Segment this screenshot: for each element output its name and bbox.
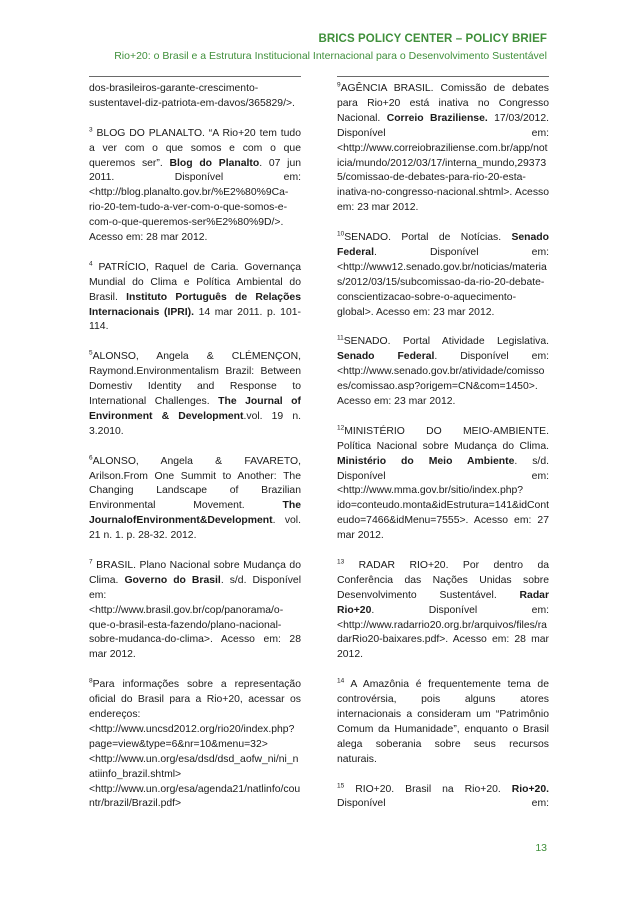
footnote-number: 8 [89, 677, 93, 685]
footnote-number: 10 [337, 230, 345, 238]
footnote-number: 7 [89, 558, 93, 566]
footnote-rule-left [89, 76, 301, 77]
footnote-3: $^3$ BLOG DO PLANALTO. “A Rio+20 tem tudo a ver com o que somos e com o que queremos ser”. Blog do Planalto. 07 jun 2011. Disponível em: <http://blog.planalto.gov.br/%E2%80%9Ca-rio-20-tem-tudo-a-ver-com-o-que-somos-e-com-o-que-queremos-ser%E2%80%9D/>. Acesso em: 28 mar 2012. [89, 126, 301, 244]
footnote-8: $^8$Para informações sobre a representação oficial do Brasil para a Rio+20, acessar os endereços: <http://www.uncsd2012.org/rio20/index.php?page=view&type=6&nr=10&menu=32> <http://www.un.org/esa/dsd/dsd_aofw_ni/ni_natiinfo_brazil.shtml> <http://www.un.org/esa/agenda21/natlinfo/countr/brazil/Brazil.pdf> [89, 677, 301, 810]
footnote-number: 13 [337, 558, 345, 566]
footnote-number: 12 [337, 424, 345, 432]
footnote-7: $^7$ BRASIL. Plano Nacional sobre Mudança do Clima. Governo do Brasil. s/d. Disponível em: <http://www.brasil.gov.br/cop/panorama/o-que-o-brasil-esta-fazendo/plano-nacional-sobre-mudanca-do-clima>. Acesso em: 28 mar 2012. [89, 558, 301, 661]
footnote-13: $^{13}$ RADAR RIO+20. Por dentro da Conferência das Nações Unidas sobre Desenvolvimento Sustentável. Radar Rio+20. Disponível em: <http://www.radarrio20.org.br/arquivos/files/radarRio20-baixares.pdf>. Acesso em: 28 mar 2012. [337, 558, 549, 661]
footnote-rule-right [337, 76, 549, 77]
footnote-6: $^6$ALONSO, Angela & FAVARETO, Arilson.From One Summit to Another: The Changing Landscape of Brazilian Environmental Movement. The JournalofEnvironment&Development. vol. 21 n. 1. p. 28-32. 2012. [89, 454, 301, 542]
page-number: 13 [535, 842, 547, 854]
footnote-number: 3 [89, 126, 93, 134]
footnote-number: 11 [337, 334, 344, 342]
footnotes-right-column [337, 82, 549, 827]
footnote-number: 4 [89, 260, 93, 268]
footnote-number: 14 [337, 677, 345, 685]
footnote-number: 6 [89, 454, 93, 462]
footnote-15: $^{15}$ RIO+20. Brasil na Rio+20. Rio+20. Disponível em: [337, 782, 549, 810]
footnote-12: $^{12}$MINISTÉRIO DO MEIO-AMBIENTE. Política Nacional sobre Mudança do Clima. Ministério do Meio Ambiente. s/d. Disponível em: <http://www.mma.gov.br/sitio/index.php?ido=conteudo.monta&idEstrutura=141&idConteudo=7466&idMenu=7555>. Acesso em: 27 mar 2012. [337, 424, 549, 542]
footnote-11: $^{11}$SENADO. Portal Atividade Legislativa. Senado Federal. Disponível em: <http://www.senado.gov.br/atividade/comissoes/comissao.asp?origem=CN&com=1450>. Acesso em: 23 mar 2012. [337, 334, 549, 407]
running-header-subtitle: Rio+20: o Brasil e a Estrutura Institucional Internacional para o Desenvolvimento Sustentável [114, 50, 547, 62]
footnote-10: $^{10}$SENADO. Portal de Notícias. Senado Federal. Disponível em: <http://www12.senado.gov.br/noticias/materias/2012/03/15/subcomissao-da-rio-20-debate-conscientizacao-sobre-o-aquecimento-global>. Acesso em: 23 mar 2012. [337, 230, 549, 318]
footnote-number: 9 [337, 81, 341, 89]
footnote-5: $^5$ALONSO, Angela & CLÉMENÇON, Raymond.Environmentalism Brazil: Between Domestiv Identity and Response to International Challenges. The Journal of Environment & Development.vol. 19 n. 3.2010. [89, 349, 301, 437]
footnote-9: $^9$AGÊNCIA BRASIL. Comissão de debates para Rio+20 está inativa no Congresso Nacional. Correio Braziliense. 17/03/2012. Disponível em: <http://www.correiobraziliense.com.br/app/noticia/mundo/2012/03/17/interna_mundo,293735/comissao-de-debates-para-rio-20-esta-inativa-no-congresso-nacional.shtml>. Acesso em: 23 mar 2012. [337, 81, 549, 214]
footnote-4: $^4$ PATRÍCIO, Raquel de Caria. Governança Mundial do Clima e Política Ambiental do Brasil. Instituto Português de Relações Internacionais (IPRI). 14 mar 2011. p. 101-114. [89, 260, 301, 333]
footnote-number: 15 [337, 782, 345, 790]
footnote-number: 5 [89, 349, 93, 357]
footnote-14: $^{14}$ A Amazônia é frequentemente tema de controvérsia, pois alguns atores internacionais a consideram um “Patrimônio Comum da Humanidade”, enquanto o Brasil alega soberania sobre seus recursos naturais. [337, 677, 549, 765]
footnotes-left-column [89, 82, 301, 827]
footnote-continuation: dos-brasileiros-garante-crescimento-sustentavel-diz-patriota-em-davos/365829/>. [89, 83, 295, 109]
running-header-title: BRICS POLICY CENTER – POLICY BRIEF [318, 33, 547, 45]
